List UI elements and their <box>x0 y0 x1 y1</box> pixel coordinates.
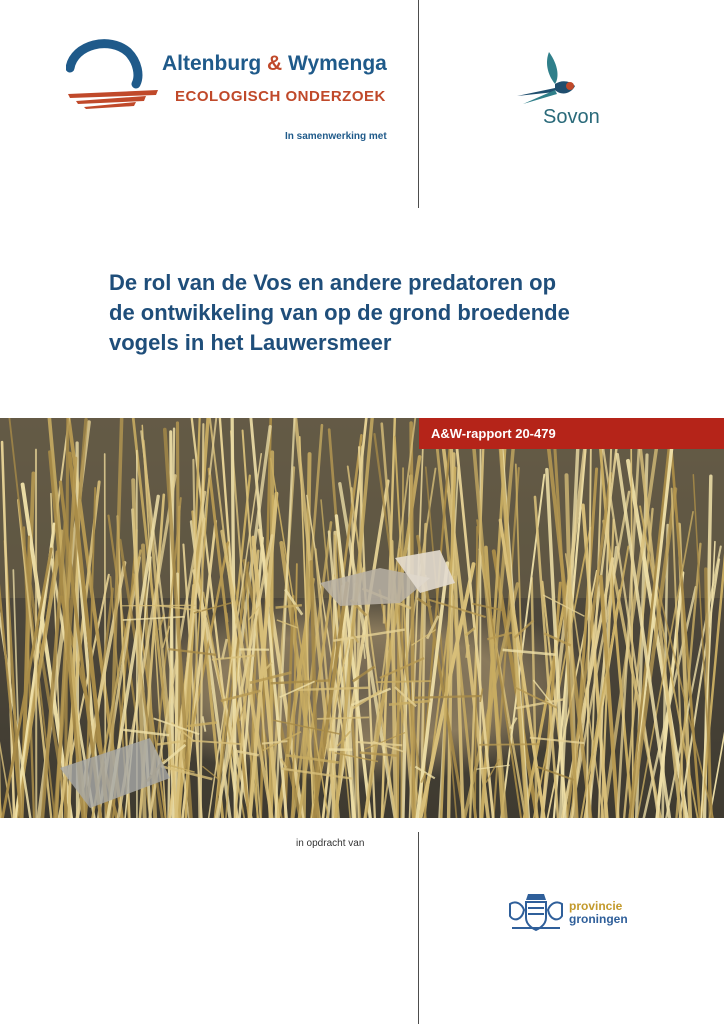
collaboration-note: In samenwerking met <box>285 131 387 142</box>
cover-photo <box>0 418 724 818</box>
client-name-line2: groningen <box>569 912 628 926</box>
report-number-badge: A&W-rapport 20-479 <box>419 418 724 449</box>
altenburg-wymenga-logo-icon <box>66 38 396 118</box>
publisher-tagline: ECOLOGISCH ONDERZOEK <box>175 88 386 105</box>
publisher-ampersand: & <box>267 52 283 75</box>
client-name-line1: provincie <box>569 899 623 913</box>
publisher-name <box>162 52 387 76</box>
top-divider-line <box>418 0 419 208</box>
swallow-icon <box>515 50 585 110</box>
commission-note: in opdracht van <box>296 838 365 849</box>
bottom-divider-line <box>418 832 419 1024</box>
publisher-name-part1: Altenburg <box>162 52 262 75</box>
sovon-wordmark: Sovon <box>543 106 600 128</box>
report-title: De rol van de Vos en andere predatoren op de ontwikkeling van op de grond broedende vogels in het Lauwersmeer <box>109 270 570 355</box>
publisher-name-part2: Wymenga <box>288 52 387 75</box>
provincie-groningen-crest-icon <box>506 890 566 932</box>
provincie-groningen-wordmark <box>569 900 628 926</box>
